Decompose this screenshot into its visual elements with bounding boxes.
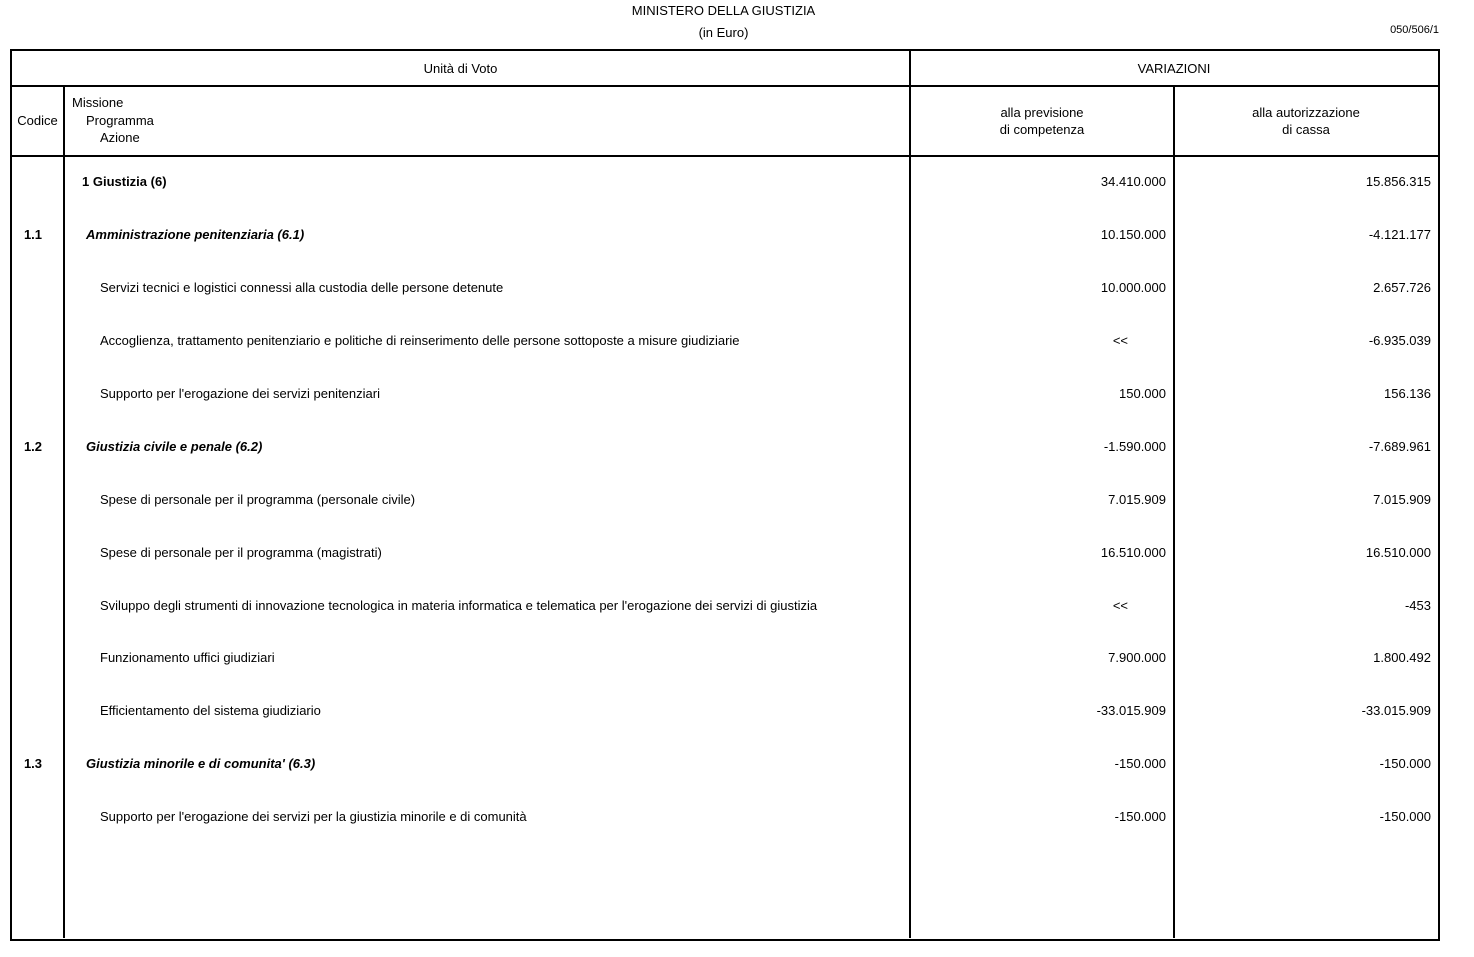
header-unita-di-voto: Unità di Voto: [423, 61, 498, 76]
header-cassa-line2: di cassa: [1282, 122, 1330, 137]
header-codice: Codice: [17, 113, 58, 128]
row-cassa: -453: [1404, 598, 1431, 613]
document-title: MINISTERO DELLA GIUSTIZIA: [631, 3, 816, 18]
row-label: Supporto per l'erogazione dei servizi per la giustizia minorile e di comunità: [100, 809, 527, 824]
row-cassa: -150.000: [1379, 756, 1431, 771]
header-cassa-line1: alla autorizzazione: [1252, 105, 1360, 120]
row-label: Servizi tecnici e logistici connessi alla custodia delle persone detenute: [100, 280, 504, 295]
header-previsione-line1: alla previsione: [1000, 105, 1084, 120]
row-label: 1 Giustizia (6): [82, 174, 167, 189]
row-label: Giustizia civile e penale (6.2): [86, 439, 263, 454]
document-subtitle: (in Euro): [698, 25, 749, 40]
row-label: Sviluppo degli strumenti di innovazione tecnologica in materia informatica e telematica per l'erogazione dei servizi di giustizia: [100, 598, 818, 613]
row-cassa: 15.856.315: [1365, 174, 1431, 189]
header-variazioni: VARIAZIONI: [1137, 61, 1211, 76]
row-competenza: 16.510.000: [1100, 545, 1166, 560]
row-competenza: -1.590.000: [1103, 439, 1166, 454]
row-cassa: 7.015.909: [1373, 492, 1431, 507]
row-competenza: <<: [1112, 598, 1128, 613]
row-cassa: 16.510.000: [1365, 545, 1431, 560]
row-label: Supporto per l'erogazione dei servizi penitenziari: [100, 386, 380, 401]
header-previsione-line2: di competenza: [999, 122, 1085, 137]
row-competenza: -150.000: [1114, 756, 1166, 771]
row-competenza: 150.000: [1119, 386, 1166, 401]
row-label: Efficientamento del sistema giudiziario: [100, 703, 321, 718]
col-divider-variazioni: [1173, 85, 1175, 938]
header-azione: Azione: [100, 130, 140, 145]
header-programma: Programma: [86, 113, 154, 128]
row-competenza: -150.000: [1114, 809, 1166, 824]
row-competenza: 10.000.000: [1100, 280, 1166, 295]
row-competenza: 34.410.000: [1100, 174, 1166, 189]
header-missione: Missione: [72, 95, 124, 110]
row-competenza: -33.015.909: [1096, 703, 1166, 718]
col-divider-unita: [909, 49, 911, 938]
row-cassa: -4.121.177: [1368, 227, 1431, 242]
row-label: Spese di personale per il programma (personale civile): [100, 492, 416, 507]
row-competenza: 7.015.909: [1108, 492, 1166, 507]
row-cassa: -7.689.961: [1368, 439, 1431, 454]
header-divider-2: [10, 155, 1438, 157]
document-code: 050/506/1: [1390, 24, 1439, 36]
row-label: Accoglienza, trattamento penitenziario e politiche di reinserimento delle persone sottoposte a misure giudiziarie: [100, 333, 740, 348]
col-divider-codice: [63, 85, 65, 938]
row-competenza: <<: [1112, 333, 1128, 348]
row-cassa: 1.800.492: [1373, 650, 1431, 665]
row-cassa: -6.935.039: [1368, 333, 1431, 348]
row-competenza: 7.900.000: [1108, 650, 1166, 665]
row-cassa: -33.015.909: [1361, 703, 1431, 718]
row-cassa: 156.136: [1384, 386, 1431, 401]
row-code: 1.1: [23, 227, 43, 242]
header-divider-1: [10, 85, 1438, 87]
row-label: Amministrazione penitenziaria (6.1): [86, 227, 305, 242]
row-code: 1.3: [23, 756, 43, 771]
row-label: Funzionamento uffici giudiziari: [100, 650, 275, 665]
row-cassa: -150.000: [1379, 809, 1431, 824]
row-label: Spese di personale per il programma (magistrati): [100, 545, 382, 560]
row-label: Giustizia minorile e di comunita' (6.3): [86, 756, 316, 771]
row-competenza: 10.150.000: [1100, 227, 1166, 242]
row-code: 1.2: [23, 439, 43, 454]
row-cassa: 2.657.726: [1373, 280, 1431, 295]
